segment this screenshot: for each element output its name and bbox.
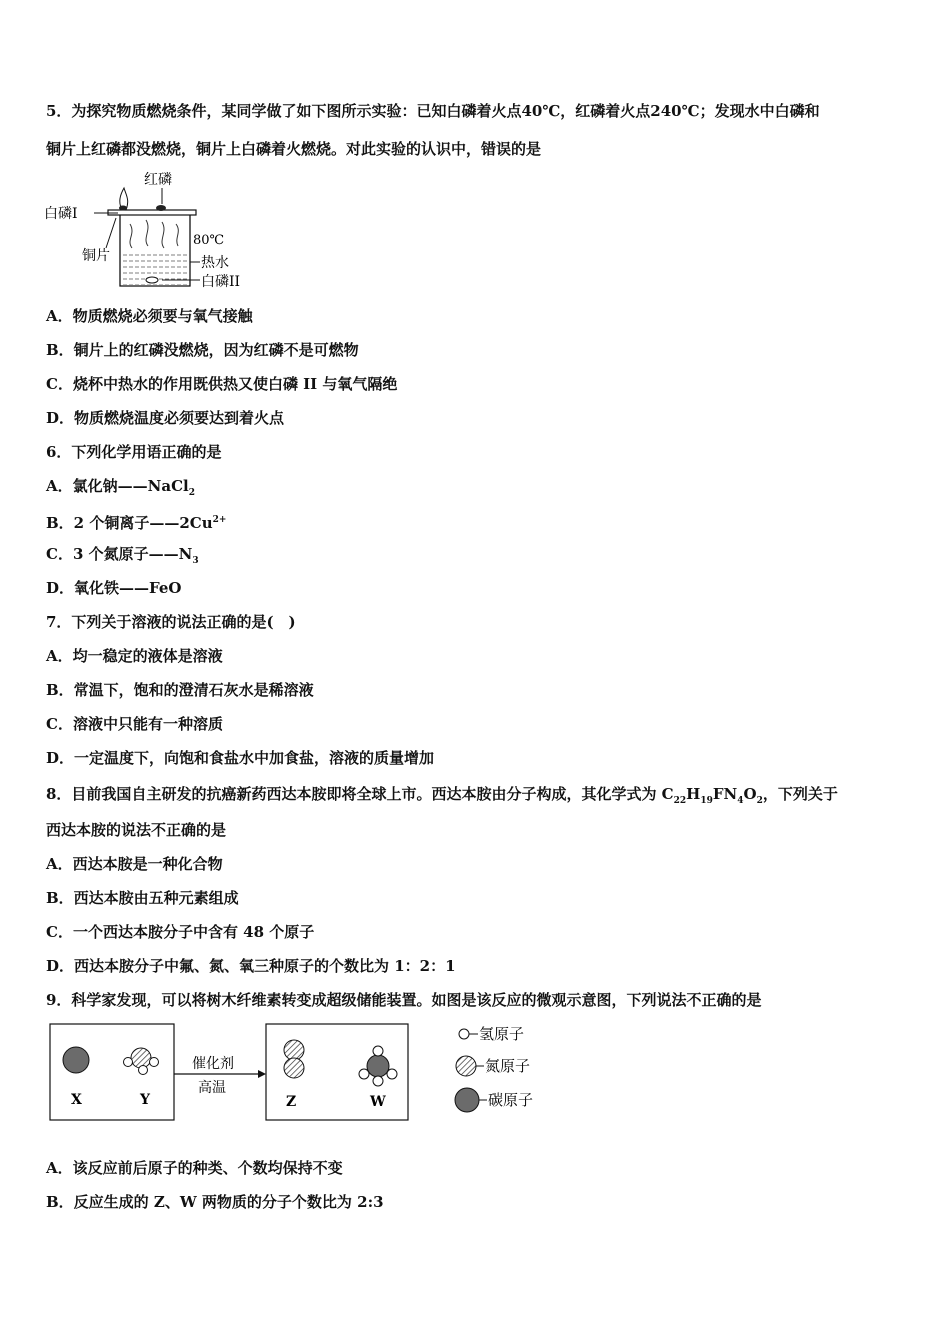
reaction-micro-diagram <box>46 1020 566 1130</box>
label-white-phosphorus-2: 白磷II <box>201 274 241 290</box>
legend-nitrogen-icon <box>456 1056 476 1076</box>
label-x: X <box>71 1092 82 1108</box>
arrow-head-icon <box>258 1070 266 1078</box>
q9-stem: 9．科学家发现，可以将树木纤维素转变成超级储能装置。如图是该反应的微观示意图，下列说法不正确的是 <box>46 991 762 1009</box>
q9-option-b: B．反应生成的 Z、W 两物质的分子个数比为 2:3 <box>46 1193 384 1211</box>
q8-option-c: C．一个西达本胺分子中含有 48 个原子 <box>46 923 315 941</box>
q8-stem-line2: 西达本胺的说法不正确的是 <box>46 821 227 839</box>
q5-figure <box>40 168 270 296</box>
q8-option-a: A．西达本胺是一种化合物 <box>46 855 223 873</box>
q5-option-d: D．物质燃烧温度必须要达到着火点 <box>46 409 285 427</box>
z-nitrogen-atom <box>284 1058 304 1078</box>
y-nitrogen-atom <box>131 1048 151 1068</box>
legend-hydrogen-label: 氢原子 <box>479 1025 525 1043</box>
q6-option-a: A．氯化钠——NaCl$_2$ <box>46 477 195 498</box>
label-z: Z <box>286 1094 297 1110</box>
q6-option-d: D．氧化铁——FeO <box>46 579 182 597</box>
w-hydrogen-atom <box>359 1069 369 1079</box>
w-hydrogen-atom <box>373 1046 383 1056</box>
z-nitrogen-atom <box>284 1040 304 1060</box>
white-phosphorus-2-dot <box>146 277 158 283</box>
y-hydrogen-atom <box>150 1058 159 1067</box>
q5-stem-line2: 铜片上红磷都没燃烧，铜片上白磷着火燃烧。对此实验的认识中，错误的是 <box>46 140 542 158</box>
q6-stem: 6．下列化学用语正确的是 <box>46 443 222 461</box>
q5-option-c: C．烧杯中热水的作用既供热又使白磷 II 与氧气隔绝 <box>46 375 398 393</box>
red-phosphorus-dot <box>156 205 166 211</box>
q7-option-c: C．溶液中只能有一种溶质 <box>46 715 223 733</box>
label-high-temp: 高温 <box>198 1080 226 1096</box>
reactants-box <box>50 1024 174 1120</box>
legend-carbon-icon <box>455 1088 479 1112</box>
q8-stem-line1: 8．目前我国自主研发的抗癌新药西达本胺即将全球上市。西达本胺由分子构成，其化学式为 $C_{22}H_{19}FN_4O_2$，下列关于 <box>46 785 838 806</box>
label-y: Y <box>140 1092 150 1108</box>
w-carbon-atom <box>367 1055 389 1077</box>
q7-option-b: B．常温下，饱和的澄清石灰水是稀溶液 <box>46 681 314 699</box>
label-w: W <box>370 1094 386 1110</box>
y-hydrogen-atom <box>124 1058 133 1067</box>
w-hydrogen-atom <box>373 1076 383 1086</box>
label-catalyst: 催化剂 <box>192 1056 234 1072</box>
copper-plate <box>108 210 196 215</box>
label-hot-water: 热水 <box>201 255 229 271</box>
q5-option-a: A．物质燃烧必须要与氧气接触 <box>46 307 253 325</box>
q9-figure <box>46 1020 566 1130</box>
q5-stem-line1: 5．为探究物质燃烧条件，某同学做了如下图所示实验：已知白磷着火点40℃，红磷着火点240℃；发现水中白磷和 <box>46 102 820 120</box>
label-copper-sheet: 铜片 <box>82 248 110 264</box>
w-hydrogen-atom <box>387 1069 397 1079</box>
q6-option-b: B．2 个铜离子$——2Cu^{2+}$ <box>46 514 227 532</box>
q6-option-c: C．3 个氮原子$——N_3$ <box>46 545 199 566</box>
steam <box>130 220 178 248</box>
q8-option-b: B．西达本胺由五种元素组成 <box>46 889 239 907</box>
legend-nitrogen-label: 氮原子 <box>485 1057 531 1075</box>
combustion-experiment-diagram <box>40 168 270 296</box>
legend-carbon-label: 碳原子 <box>488 1091 534 1109</box>
y-hydrogen-atom <box>139 1066 148 1075</box>
legend-hydrogen-icon <box>459 1029 469 1039</box>
x-carbon-atom <box>63 1047 89 1073</box>
q8-option-d: D．西达本胺分子中氟、氮、氧三种原子的个数比为 1：2：1 <box>46 957 456 975</box>
q7-option-a: A．均一稳定的液体是溶液 <box>46 647 223 665</box>
q5-option-b: B．铜片上的红磷没燃烧，因为红磷不是可燃物 <box>46 341 359 359</box>
q9-option-a: A．该反应前后原子的种类、个数均保持不变 <box>46 1159 343 1177</box>
white-phosphorus-1-dot <box>119 206 127 211</box>
q7-option-d: D．一定温度下，向饱和食盐水中加食盐，溶液的质量增加 <box>46 749 435 767</box>
q7-stem: 7．下列关于溶液的说法正确的是( ) <box>46 613 296 631</box>
label-white-phosphorus-1: 白磷I <box>44 206 78 222</box>
label-temperature: 80℃ <box>193 233 225 248</box>
label-red-phosphorus: 红磷 <box>144 172 172 188</box>
